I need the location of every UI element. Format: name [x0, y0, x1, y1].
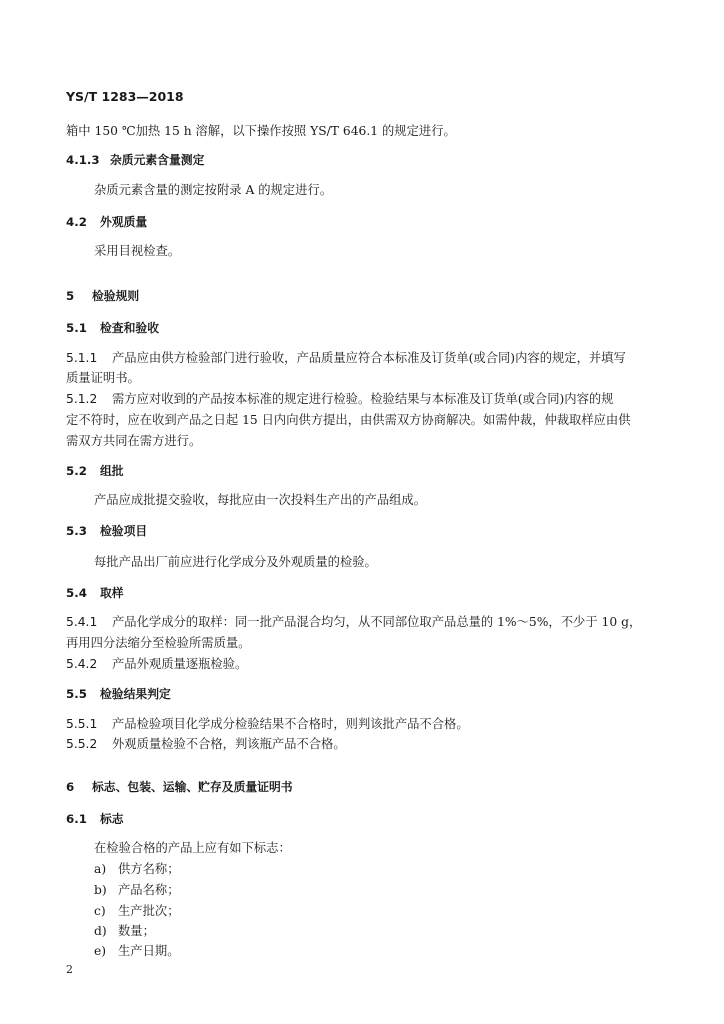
- heading-4-2: [66, 214, 147, 230]
- heading-6-1: [66, 811, 124, 827]
- list-text: 生产批次；: [118, 904, 180, 918]
- clause-text: 产品外观质量逐瓶检验。: [112, 657, 248, 671]
- list-marker: c): [94, 904, 106, 918]
- paragraph-5-4-1-line-1: [66, 614, 641, 630]
- clause-text: 外观质量检验不合格，判该瓶产品不合格。: [112, 737, 346, 751]
- list-marker: d): [94, 924, 107, 938]
- heading-number: 5.4: [66, 586, 87, 600]
- list-text: 数量；: [118, 924, 155, 938]
- list-marker: e): [94, 944, 107, 958]
- heading-number: 4.1.3: [66, 153, 100, 167]
- heading-5-1: [66, 320, 159, 336]
- heading-5-3: [66, 523, 147, 539]
- paragraph-5-1-2-line-2: 定不符时，应在收到产品之日起 15 日内向供方提出，由供需双方协商解决。如需仲裁，仲裁取样应由供: [66, 413, 631, 427]
- heading-title: 标志、包装、运输、贮存及质量证明书: [92, 780, 293, 794]
- heading-5-4: [66, 585, 124, 601]
- heading-number: 5: [66, 289, 75, 303]
- paragraph-6-1: 在检验合格的产品上应有如下标志：: [94, 841, 291, 855]
- paragraph-4-1-3: 杂质元素含量的测定按附录 A 的规定进行。: [94, 183, 333, 197]
- heading-title: 外观质量: [100, 215, 148, 229]
- heading-5-5: [66, 686, 171, 702]
- list-item: [94, 861, 180, 877]
- clause-number: 5.1.1: [66, 351, 98, 365]
- paragraph-continuation: 箱中 150 ℃加热 15 h 溶解，以下操作按照 YS/T 646.1 的规定进行。: [66, 124, 456, 138]
- heading-number: 6: [66, 780, 75, 794]
- paragraph-5-1-1-line-1: [66, 350, 626, 366]
- heading-number: 4.2: [66, 215, 87, 229]
- page-number: 2: [66, 963, 73, 976]
- clause-number: 5.4.2: [66, 657, 98, 671]
- paragraph-5-4-1-line-2: 再用四分法缩分至检验所需质量。: [66, 636, 251, 650]
- heading-number: 5.2: [66, 464, 87, 478]
- heading-title: 标志: [100, 812, 124, 826]
- clause-number: 5.1.2: [66, 392, 98, 406]
- heading-4-1-3: [66, 152, 204, 168]
- clause-number: 5.4.1: [66, 615, 98, 629]
- clause-number: 5.5.2: [66, 737, 98, 751]
- heading-title: 组批: [100, 464, 124, 478]
- heading-5-2: [66, 463, 124, 479]
- heading-number: 5.1: [66, 321, 87, 335]
- list-item: [94, 943, 180, 959]
- list-text: 生产日期。: [118, 944, 180, 958]
- list-marker: b): [94, 883, 107, 897]
- heading-number: 5.5: [66, 687, 87, 701]
- heading-6: [66, 779, 293, 795]
- paragraph-5-4-2: [66, 656, 247, 672]
- paragraph-5-1-2-line-1: [66, 391, 613, 407]
- clause-text: 产品化学成分的取样：同一批产品混合均匀，从不同部位取产品总量的 1%～5%，不少于 10 g，: [112, 615, 642, 629]
- heading-title: 取样: [100, 586, 124, 600]
- clause-text: 产品应由供方检验部门进行验收，产品质量应符合本标准及订货单(或合同)内容的规定，并填写: [112, 351, 626, 365]
- heading-number: 5.3: [66, 524, 87, 538]
- paragraph-4-2: 采用目视检查。: [94, 244, 181, 258]
- paragraph-5-5-1: [66, 716, 469, 732]
- list-item: [94, 923, 155, 939]
- list-item: [94, 882, 180, 898]
- paragraph-5-3: 每批产品出厂前应进行化学成分及外观质量的检验。: [94, 555, 377, 569]
- list-text: 供方名称；: [118, 862, 180, 876]
- list-marker: a): [94, 862, 107, 876]
- paragraph-5-1-2-line-3: 需双方共同在需方进行。: [66, 434, 202, 448]
- clause-text: 需方应对收到的产品按本标准的规定进行检验。检验结果与本标准及订货单(或合同)内容的规: [112, 392, 614, 406]
- standard-number: YS/T 1283—2018: [66, 89, 184, 104]
- clause-number: 5.5.1: [66, 717, 98, 731]
- paragraph-5-5-2: [66, 736, 346, 752]
- paragraph-5-2: 产品应成批提交验收，每批应由一次投料生产出的产品组成。: [94, 493, 427, 507]
- list-item: [94, 903, 180, 919]
- paragraph-5-1-1-line-2: 质量证明书。: [66, 371, 140, 385]
- heading-title: 杂质元素含量测定: [110, 153, 205, 167]
- heading-5: [66, 288, 139, 304]
- heading-title: 检验项目: [100, 524, 148, 538]
- heading-title: 检验结果判定: [100, 687, 171, 701]
- heading-number: 6.1: [66, 812, 87, 826]
- heading-title: 检查和验收: [100, 321, 159, 335]
- heading-title: 检验规则: [92, 289, 140, 303]
- list-text: 产品名称；: [118, 883, 180, 897]
- clause-text: 产品检验项目化学成分检验结果不合格时，则判该批产品不合格。: [112, 717, 469, 731]
